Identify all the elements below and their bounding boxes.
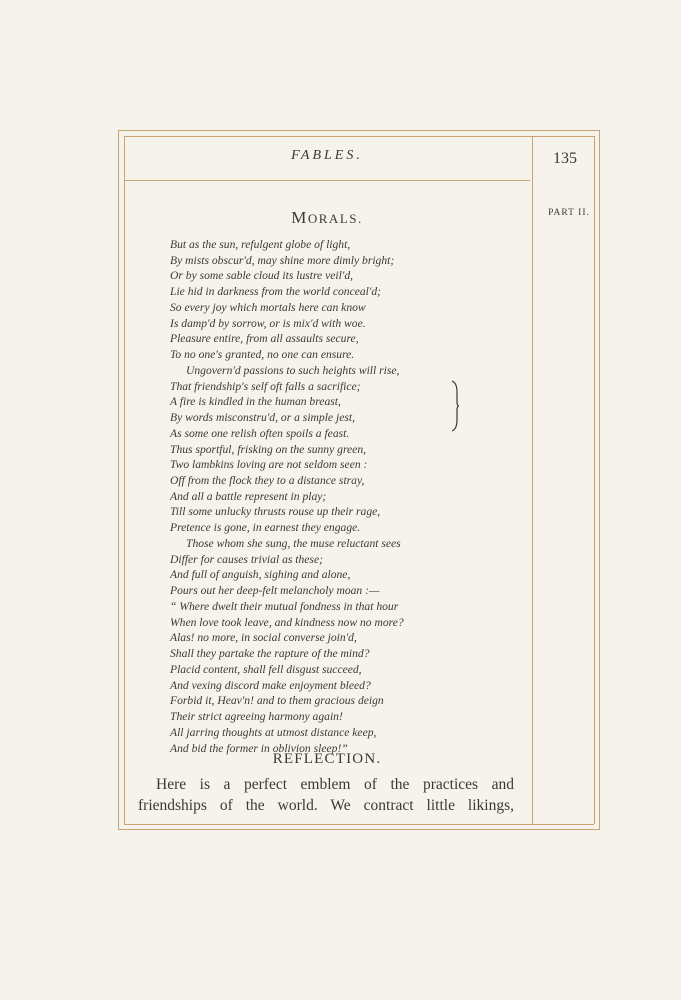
verse-line: And all a battle represent in play; xyxy=(170,489,327,503)
verse-line: Is damp'd by sorrow, or is mix'd with woe. xyxy=(170,316,366,330)
verse-line: And bid the former in oblivion sleep!” xyxy=(170,741,348,755)
verse-line: Pours out her deep-felt melancholy moan :— xyxy=(170,584,380,598)
verse-line: All jarring thoughts at utmost distance keep, xyxy=(170,725,377,739)
frame-rule-left xyxy=(124,136,125,824)
verse-line: When love took leave, and kindness now no more? xyxy=(170,615,404,629)
header-rule xyxy=(124,180,530,181)
morals-heading-initial: M xyxy=(291,208,308,227)
margin-column-rule xyxy=(532,136,533,824)
verse-block xyxy=(170,237,510,756)
verse-line: Their strict agreeing harmony again! xyxy=(170,710,343,724)
verse-line: So every joy which mortals here can know xyxy=(170,300,366,314)
verse-line: “ Where dwelt their mutual fondness in that hour xyxy=(170,599,399,613)
verse-line: Pleasure entire, from all assaults secure, xyxy=(170,332,359,346)
reflection-line: friendships of the world. We contract little likings, xyxy=(138,797,514,814)
reflection-line: Here is a perfect emblem of the practices and xyxy=(156,776,514,793)
verse-line: Or by some sable cloud its lustre veil'd, xyxy=(170,269,354,283)
verse-line: Thus sportful, frisking on the sunny green, xyxy=(170,442,367,456)
verse-line: Differ for causes trivial as these; xyxy=(170,552,323,566)
morals-heading xyxy=(124,208,530,228)
page-number: 135 xyxy=(553,150,577,167)
verse-line: And full of anguish, sighing and alone, xyxy=(170,568,351,582)
verse-line: Pretence is gone, in earnest they engage. xyxy=(170,521,361,535)
verse-line: Shall they partake the rapture of the mind? xyxy=(170,647,370,661)
reflection-text xyxy=(138,774,514,816)
verse-line: By words misconstru'd, or a simple jest, xyxy=(170,411,355,425)
reflection-heading: REFLECTION. xyxy=(272,751,382,767)
verse-line: Off from the flock they to a distance stray, xyxy=(170,474,365,488)
verse-line: A fire is kindled in the human breast, xyxy=(170,395,341,409)
verse-line: By mists obscur'd, may shine more dimly bright; xyxy=(170,253,395,267)
verse-line: As some one relish often spoils a feast. xyxy=(170,426,350,440)
frame-rule-right xyxy=(594,136,595,824)
verse-line: But as the sun, refulgent globe of light, xyxy=(170,238,351,251)
verse-line: Placid content, shall fell disgust succeed, xyxy=(170,662,362,676)
verse-line: Lie hid in darkness from the world conceal'd; xyxy=(170,285,382,299)
running-head: FABLES. xyxy=(291,148,363,163)
verse-line: Alas! no more, in social converse join'd, xyxy=(170,631,357,645)
frame-rule-top xyxy=(124,136,594,137)
verse-line: And vexing discord make enjoyment bleed? xyxy=(170,678,371,692)
verse-line: Two lambkins loving are not seldom seen : xyxy=(170,458,368,472)
verse-line: That friendship's self oft falls a sacrifice; xyxy=(170,379,361,393)
frame-rule-bottom xyxy=(124,824,594,825)
verse-line: To no one's granted, no one can ensure. xyxy=(170,348,355,362)
side-note: PART II. xyxy=(548,208,590,218)
triplet-brace xyxy=(450,380,460,432)
verse-line: Those whom she sung, the muse reluctant sees xyxy=(186,536,401,550)
verse-line: Forbid it, Heav'n! and to them gracious deign xyxy=(170,694,384,708)
verse-line: Ungovern'd passions to such heights will rise, xyxy=(186,363,400,377)
verse-line: Till some unlucky thrusts rouse up their rage, xyxy=(170,505,381,519)
morals-heading-rest: ORALS. xyxy=(307,211,363,226)
